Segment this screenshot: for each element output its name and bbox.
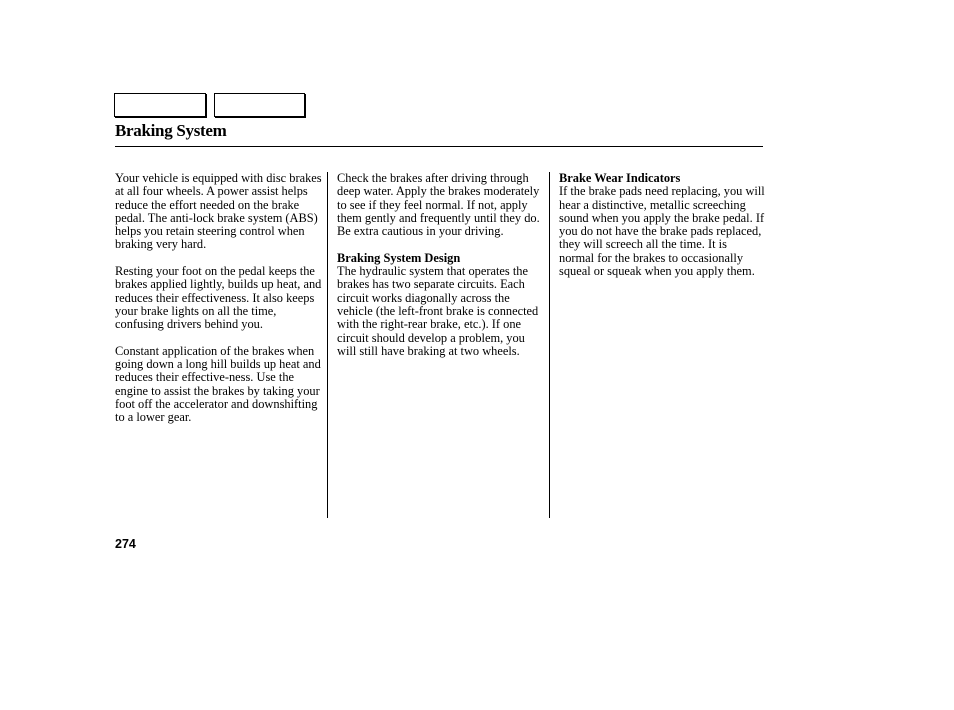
subheading-wear-indicators: Brake Wear Indicators <box>559 171 681 185</box>
column-divider <box>549 172 550 518</box>
header-tab-box <box>214 93 305 117</box>
page-title: Braking System <box>115 121 227 140</box>
column-divider <box>327 172 328 518</box>
paragraph-downhill: Constant application of the brakes when going down a long hill builds up heat and reduces their effective-ness. Use the engine to assist the brakes by taking your foot off the accelerator and downshifting to a lower gear. <box>115 343 321 425</box>
paragraph-braking-design: The hydraulic system that operates the brakes has two separate circuits. Each circuit works diagonally across the vehicle (the left-front brake is connected with the right-rear brake, etc.). If one circuit should develop a problem, you will still have braking at two wheels. <box>337 264 539 358</box>
paragraph-wear-indicators: If the brake pads need replacing, you will hear a distinctive, metallic screeching sound when you apply the brake pedal. If you do not have the brake pads replaced, they will screech all the time. It is normal for the brakes to occasionally squeal or squeak when you apply them. <box>559 184 765 279</box>
paragraph-deep-water: Check the brakes after driving through deep water. Apply the brakes moderately to see if they feel normal. If not, apply them gently and frequently until they do. Be extra cautious in your driving. <box>337 171 540 239</box>
subheading-braking-design: Braking System Design <box>337 250 461 265</box>
text-column-3 <box>559 172 765 292</box>
text-column-2 <box>337 172 543 371</box>
text-column-1 <box>115 172 322 438</box>
header-tab-box <box>114 93 206 117</box>
section-wear-indicators <box>559 172 765 278</box>
title-divider <box>115 146 763 147</box>
page-number: 274 <box>115 537 136 551</box>
section-braking-design <box>337 252 543 358</box>
paragraph-resting-foot: Resting your foot on the pedal keeps the brakes applied lightly, builds up heat, and reduces their effectiveness. It also keeps your brake lights on all the time, confusing drivers behind you. <box>115 264 322 332</box>
paragraph-disc-brakes: Your vehicle is equipped with disc brakes at all four wheels. A power assist helps reduce the effort needed on the brake pedal. The anti-lock brake system (ABS) helps you retain steering control when braking very hard. <box>115 171 322 252</box>
